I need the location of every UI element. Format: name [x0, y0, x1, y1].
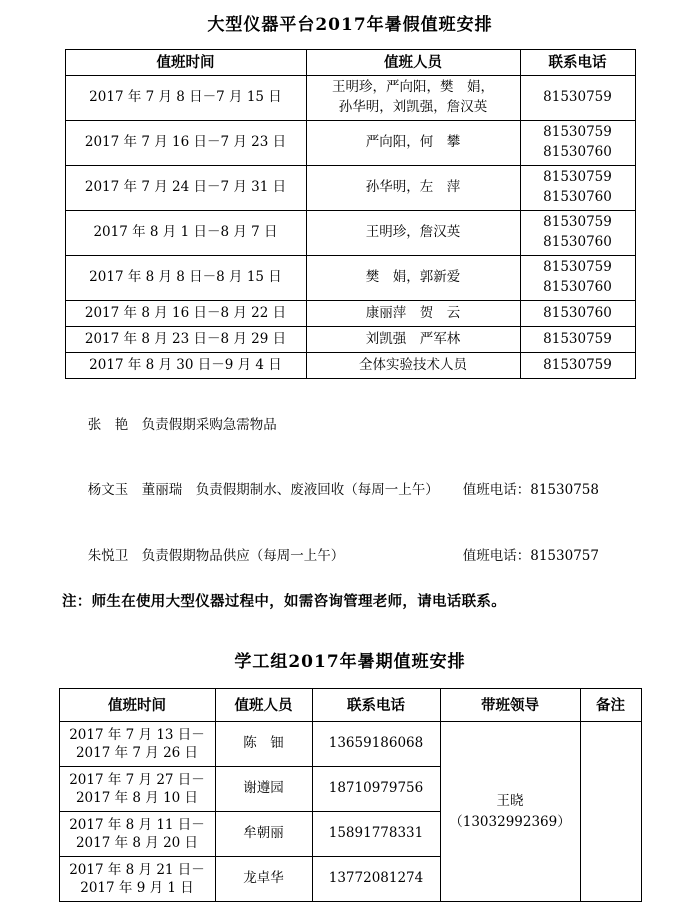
phone-line-2: 81530760	[543, 234, 612, 250]
date-line-2: 2017 年 8 月 10 日	[75, 790, 199, 807]
page-title-instrument-platform: 大型仪器平台2017年暑假值班安排	[207, 15, 493, 35]
leader-phone: （13032992369）	[449, 813, 571, 830]
cell-duty-time: 2017 年 8 月 16 日－8 月 22 日	[65, 301, 306, 327]
duty-schedule-table-instrument	[65, 49, 636, 379]
leader-name: 王晓	[496, 793, 524, 810]
note-text: 张 艳 负责假期采购急需物品	[87, 416, 277, 433]
column-header-remark: 备注	[580, 689, 641, 722]
table-row	[65, 301, 635, 327]
cell-duty-time: 2017 年 8 月 23 日－8 月 29 日	[65, 327, 306, 353]
note-phone: 值班电话：81530758	[462, 482, 599, 499]
cell-duty-time: 2017 年 8 月 1 日－8 月 7 日	[65, 211, 306, 256]
table-row	[65, 256, 635, 301]
note-emphasis: 注：师生在使用大型仪器过程中，如需咨询管理老师，请电话联系。	[62, 592, 506, 610]
cell-contact-phone	[520, 166, 635, 211]
notes-block	[62, 393, 700, 613]
section-spacer	[0, 613, 700, 647]
cell-duty-time: 2017 年 7 月 24 日－7 月 31 日	[65, 166, 306, 211]
column-header-contact-phone: 联系电话	[312, 689, 440, 722]
phone-line-1: 81530759	[543, 169, 612, 186]
note-row	[62, 393, 700, 459]
cell-contact-phone	[520, 211, 635, 256]
date-line-2: 2017 年 9 月 1 日	[80, 880, 194, 897]
column-header-duty-time: 值班时间	[65, 50, 306, 76]
cell-duty-staff: 牟朝丽	[215, 812, 312, 857]
page-title-student-affairs: 学工组2017年暑期值班安排	[234, 652, 466, 673]
cell-duty-staff: 全体实验技术人员	[306, 353, 520, 379]
cell-duty-staff: 孙华明，左 萍	[306, 166, 520, 211]
cell-duty-staff: 严向阳，何 攀	[306, 121, 520, 166]
phone-line-2: 81530760	[543, 144, 612, 160]
cell-contact-phone: 13659186068	[312, 722, 440, 767]
phone-line-1: 81530759	[543, 214, 612, 231]
table-row	[65, 166, 635, 211]
duty-schedule-table-student-affairs	[59, 688, 642, 902]
cell-contact-phone: 18710979756	[312, 767, 440, 812]
cell-duty-staff: 王明珍，詹汉英	[306, 211, 520, 256]
cell-duty-time: 2017 年 8 月 8 日－8 月 15 日	[65, 256, 306, 301]
note-phone: 值班电话：81530757	[462, 548, 599, 565]
document-page	[0, 10, 700, 903]
cell-duty-staff: 陈 钿	[215, 722, 312, 767]
column-header-duty-time: 值班时间	[59, 689, 215, 722]
table-row	[59, 722, 641, 767]
phone-line-2: 81530760	[543, 189, 612, 205]
date-line-1: 2017 年 8 月 21 日－	[69, 862, 205, 878]
cell-duty-staff: 樊 娟，郭新爱	[306, 256, 520, 301]
date-line-2: 2017 年 7 月 26 日	[75, 745, 199, 762]
cell-duty-staff	[306, 76, 520, 121]
table-header-row	[59, 689, 641, 722]
cell-contact-phone	[520, 121, 635, 166]
date-line-2: 2017 年 8 月 20 日	[75, 835, 199, 852]
cell-duty-time	[59, 857, 215, 902]
cell-contact-phone	[520, 256, 635, 301]
column-header-leader: 带班领导	[440, 689, 580, 722]
phone-line-1: 81530759	[543, 259, 612, 276]
cell-contact-phone: 81530759	[520, 76, 635, 121]
table-header-row	[65, 50, 635, 76]
cell-duty-staff: 刘凯强 严军林	[306, 327, 520, 353]
table-row	[65, 121, 635, 166]
column-header-duty-staff: 值班人员	[215, 689, 312, 722]
cell-contact-phone: 15891778331	[312, 812, 440, 857]
cell-duty-time: 2017 年 7 月 8 日－7 月 15 日	[65, 76, 306, 121]
cell-duty-staff: 康丽萍 贺 云	[306, 301, 520, 327]
cell-remark	[580, 722, 641, 902]
staff-line-2: 孙华明，刘凯强，詹汉英	[338, 99, 488, 115]
cell-duty-time	[59, 767, 215, 812]
phone-line-1: 81530759	[543, 124, 612, 141]
table-row	[65, 327, 635, 353]
cell-contact-phone: 81530760	[520, 301, 635, 327]
date-line-1: 2017 年 8 月 11 日－	[69, 817, 205, 833]
cell-contact-phone: 81530759	[520, 327, 635, 353]
cell-duty-time	[59, 812, 215, 857]
table-row	[65, 76, 635, 121]
date-line-1: 2017 年 7 月 13 日－	[69, 727, 205, 743]
cell-duty-time: 2017 年 7 月 16 日－7 月 23 日	[65, 121, 306, 166]
column-header-contact-phone: 联系电话	[520, 50, 635, 76]
table-row	[65, 211, 635, 256]
staff-line-1: 王明珍，严向阳，樊 娟，	[332, 79, 494, 96]
note-text: 朱悦卫 负责假期物品供应（每周一上午）	[87, 548, 345, 565]
note-row	[62, 459, 700, 525]
note-row	[62, 524, 700, 590]
note-text: 杨文玉 董丽瑞 负责假期制水、废液回收（每周一上午）	[87, 482, 439, 499]
table-row	[65, 353, 635, 379]
phone-line-2: 81530760	[543, 279, 612, 295]
column-header-duty-staff: 值班人员	[306, 50, 520, 76]
cell-duty-time	[59, 722, 215, 767]
cell-duty-staff: 龙卓华	[215, 857, 312, 902]
cell-duty-time: 2017 年 8 月 30 日－9 月 4 日	[65, 353, 306, 379]
cell-leader	[440, 722, 580, 902]
date-line-1: 2017 年 7 月 27 日－	[69, 772, 205, 788]
cell-duty-staff: 谢遵园	[215, 767, 312, 812]
cell-contact-phone: 81530759	[520, 353, 635, 379]
cell-contact-phone: 13772081274	[312, 857, 440, 902]
